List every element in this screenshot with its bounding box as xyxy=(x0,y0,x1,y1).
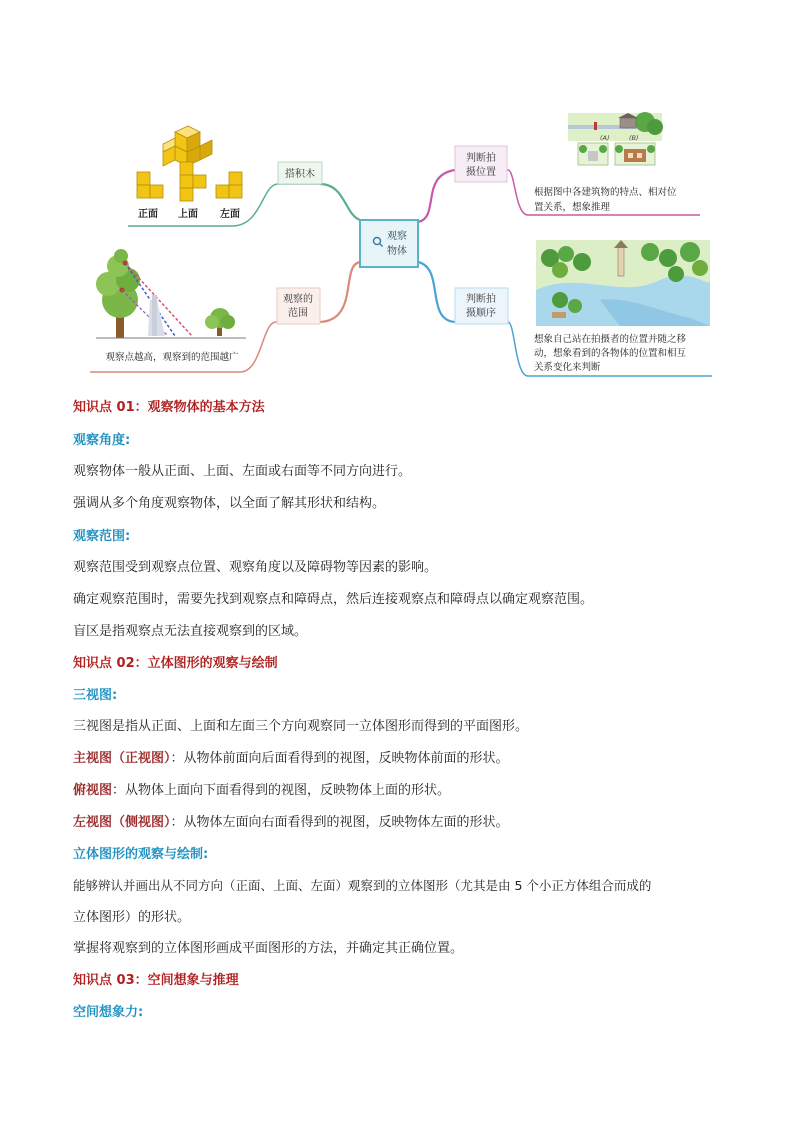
connector-range xyxy=(318,262,360,322)
position-caption-line2: 置关系，想象推理 xyxy=(534,202,611,213)
connector-blocks xyxy=(320,184,360,220)
view-label-left: 左面 xyxy=(220,209,240,220)
range-paragraph-3: 盲区是指观察点无法直接观察到的区域。 xyxy=(73,624,308,639)
cube-stack-illustration xyxy=(163,126,212,166)
range-caption: 观察点越高，观察到的范围越广 xyxy=(105,352,239,363)
three-view-heading: 三视图: xyxy=(73,688,118,703)
left-view-drawing xyxy=(216,172,242,198)
space-heading: 空间想象力: xyxy=(73,1005,144,1020)
range-paragraph-2: 确定观察范围时，需要先找到观察点和障碍点，然后连接观察点和障碍点以确定观察范围。 xyxy=(73,592,594,607)
branch-position xyxy=(455,146,507,182)
kp2-heading: 知识点 02：立体图形的观察与绘制 xyxy=(73,656,278,671)
kp3-heading: 知识点 03：空间想象与推理 xyxy=(73,973,239,988)
photo-label-b: (B) xyxy=(629,134,639,142)
building-photo-illustration xyxy=(568,112,663,165)
kp1-heading: 知识点 01：观察物体的基本方法 xyxy=(73,400,265,415)
draw-paragraph-1a: 能够辨认并画出从不同方向（正面、上面、左面）观察到的立体图形（尤其是由 5 个小正方体组合而成的 xyxy=(73,878,652,893)
range-paragraph-1: 观察范围受到观察点位置、观察角度以及障碍物等因素的影响。 xyxy=(73,560,438,575)
order-caption-line3: 关系变化来判断 xyxy=(534,362,601,373)
main-view-text: ：从物体前面向后面看得到的视图，反映物体前面的形状。 xyxy=(170,751,509,766)
branch-order-line2: 摄顺序 xyxy=(466,308,496,319)
left-view-term: 左视图（侧视图） xyxy=(73,815,171,830)
center-node xyxy=(360,220,418,267)
draw-heading: 立体图形的观察与绘制: xyxy=(73,847,209,862)
left-view-text: ：从物体左面向右面看得到的视图，反映物体左面的形状。 xyxy=(170,815,509,830)
draw-paragraph-2: 掌握将观察到的立体图形画成平面图形的方法，并确定其正确位置。 xyxy=(73,941,464,956)
top-view-drawing xyxy=(180,162,206,201)
branch-blocks-label: 搭积木 xyxy=(285,169,315,180)
main-view-term: 主视图（正视图） xyxy=(73,751,171,766)
center-title-line1: 观察 xyxy=(387,231,407,242)
position-caption-line1: 根据图中各建筑物的特点、相对位 xyxy=(534,187,677,198)
three-view-paragraph: 三视图是指从正面、上面和左面三个方向观察同一立体图形而得到的平面图形。 xyxy=(73,719,529,734)
mind-map xyxy=(0,0,794,385)
top-view-line xyxy=(73,781,450,801)
branch-range-line1: 观察的 xyxy=(283,294,313,305)
main-view-line xyxy=(73,749,509,769)
center-title-line2: 物体 xyxy=(387,246,407,257)
branch-position-line2: 摄位置 xyxy=(466,167,496,178)
branch-position-line1: 判断拍 xyxy=(466,153,496,164)
connector-order xyxy=(418,262,455,322)
branch-blocks xyxy=(278,162,322,184)
angle-paragraph-1: 观察物体一般从正面、上面、左面或右面等不同方向进行。 xyxy=(73,464,412,479)
branch-order xyxy=(455,288,508,324)
branch-range-line2: 范围 xyxy=(288,308,308,319)
draw-paragraph-1b: 立体图形）的形状。 xyxy=(73,910,191,925)
angle-paragraph-2: 强调从多个角度观察物体，以全面了解其形状和结构。 xyxy=(73,496,386,511)
top-view-term: 俯视图 xyxy=(73,783,113,798)
connector-position xyxy=(418,170,455,222)
photo-label-a: (A) xyxy=(600,134,610,142)
angle-heading: 观察角度: xyxy=(73,433,131,448)
view-label-front: 正面 xyxy=(138,209,158,220)
order-caption-line2: 动，想象看到的各物体的位置和相互 xyxy=(534,348,687,359)
top-view-text: ：从物体上面向下面看得到的视图，反映物体上面的形状。 xyxy=(112,783,451,798)
view-label-top: 上面 xyxy=(178,209,198,220)
branch-range xyxy=(277,288,320,324)
range-heading: 观察范围: xyxy=(73,529,131,544)
front-view-drawing xyxy=(137,172,163,198)
tree-range-illustration xyxy=(96,249,246,338)
branch-order-line1: 判断拍 xyxy=(466,294,496,305)
order-caption-line1: 想象自己站在拍摄者的位置并随之移 xyxy=(534,334,687,345)
left-view-line xyxy=(73,813,509,833)
underline-range xyxy=(90,322,318,372)
landscape-illustration xyxy=(536,240,710,326)
